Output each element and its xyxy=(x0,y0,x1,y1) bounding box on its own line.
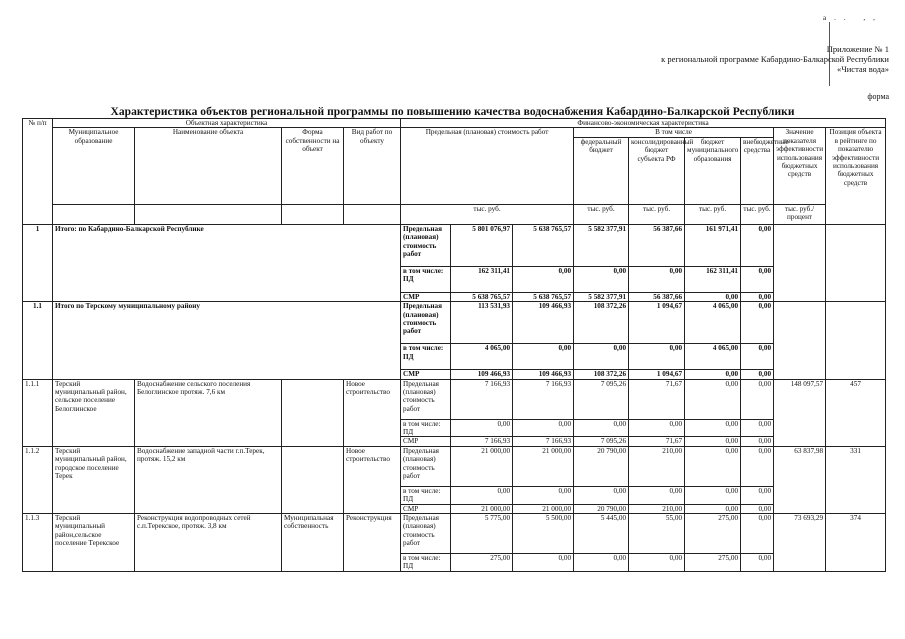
appendix-line-2: к региональной программе Кабардино-Балкарской Республики xyxy=(661,54,889,64)
row-indicator xyxy=(774,302,826,379)
col-extra-header: внебюджетные средства xyxy=(741,137,774,204)
row-number: 1.1 xyxy=(23,302,53,379)
row-value: 109 466,93 xyxy=(451,370,513,379)
col-object-header: Наименование объекта xyxy=(135,128,282,204)
row-value: 275,00 xyxy=(685,514,741,554)
row-position xyxy=(826,224,886,301)
empty-cell xyxy=(53,204,135,224)
col-indicator-header: Значение показателя эффективности использования бюджетных средств xyxy=(774,128,826,204)
row-value: 0,00 xyxy=(685,446,741,486)
col-work-header: Вид работ по объекту xyxy=(344,128,401,204)
document-title: Характеристика объектов региональной программы по повышению качества водоснабжения Кабардино-Балкарской Республики xyxy=(110,106,795,118)
row-line-label: Предельная (плановая) стоимость работ xyxy=(401,302,451,344)
table-row xyxy=(23,514,886,554)
row-value: 20 790,00 xyxy=(574,446,629,486)
row-value: 275,00 xyxy=(685,554,741,572)
row-value: 0,00 xyxy=(685,379,741,419)
col-municipal-header: Муниципальное образование xyxy=(53,128,135,204)
row-value: 0,00 xyxy=(741,419,774,437)
row-value: 5 582 377,91 xyxy=(574,224,629,266)
row-value: 5 638 765,57 xyxy=(513,292,574,301)
unit-federal: тыс. руб. xyxy=(574,204,629,224)
row-value: 5 582 377,91 xyxy=(574,292,629,301)
col-group-object: Объектная характеристика xyxy=(53,119,401,128)
forma-label: форма xyxy=(867,92,889,101)
row-position: 331 xyxy=(826,446,886,513)
row-value: 5 638 765,57 xyxy=(451,292,513,301)
table-row xyxy=(23,379,886,419)
row-position: 374 xyxy=(826,514,886,572)
row-line-label: Предельная (плановая) стоимость работ xyxy=(401,514,451,554)
row-value: 71,67 xyxy=(629,437,685,446)
row-position: 457 xyxy=(826,379,886,446)
table-row xyxy=(23,224,886,266)
empty-cell xyxy=(282,204,344,224)
row-number: 1.1.1 xyxy=(23,379,53,446)
row-value: 0,00 xyxy=(629,486,685,504)
row-value: 1 094,67 xyxy=(629,370,685,379)
row-value: 4 065,00 xyxy=(685,344,741,370)
row-value: 0,00 xyxy=(574,419,629,437)
row-value: 0,00 xyxy=(741,344,774,370)
table-row xyxy=(23,446,886,486)
row-value: 113 531,93 xyxy=(451,302,513,344)
row-value: 108 372,26 xyxy=(574,370,629,379)
row-position xyxy=(826,302,886,379)
row-line-label: в том числе: ПД xyxy=(401,419,451,437)
row-line-label: СМР xyxy=(401,437,451,446)
empty-cell xyxy=(135,204,282,224)
row-value: 5 445,00 xyxy=(574,514,629,554)
row-value: 109 466,93 xyxy=(513,302,574,344)
row-ownership: Муниципальная собственность xyxy=(282,514,344,572)
table-body xyxy=(23,224,886,571)
row-object: Реконструкция водопроводных сетей с.п.Терекское, протяж. 3,8 км xyxy=(135,514,282,572)
row-value: 162 311,41 xyxy=(451,266,513,292)
corner-mark: a.. ,, xyxy=(823,14,883,22)
row-value: 0,00 xyxy=(685,504,741,513)
unit-maxcost: тыс. руб. xyxy=(401,204,574,224)
row-object: Водоснабжение западной части г.п.Терек, протяж. 15,2 км xyxy=(135,446,282,513)
table-row xyxy=(23,302,886,344)
row-value: 7 095,26 xyxy=(574,437,629,446)
row-value: 0,00 xyxy=(741,554,774,572)
row-value: 109 466,93 xyxy=(513,370,574,379)
row-value: 1 094,67 xyxy=(629,302,685,344)
row-value: 56 387,66 xyxy=(629,224,685,266)
row-value: 0,00 xyxy=(685,292,741,301)
row-value: 0,00 xyxy=(513,486,574,504)
row-ownership xyxy=(282,379,344,446)
row-value: 0,00 xyxy=(629,554,685,572)
row-indicator: 73 693,29 xyxy=(774,514,826,572)
row-line-label: Предельная (плановая) стоимость работ xyxy=(401,224,451,266)
row-value: 0,00 xyxy=(741,370,774,379)
row-line-label: СМР xyxy=(401,292,451,301)
col-maxcost-header: Предельная (плановая) стоимость работ xyxy=(401,128,574,204)
row-value: 20 790,00 xyxy=(574,504,629,513)
col-position-header: Позиция объекта в рейтинге по показателю эффективности использования бюджетных средств xyxy=(826,128,886,224)
row-value: 275,00 xyxy=(451,554,513,572)
row-title: Итого по Терскому муниципальному району xyxy=(53,302,401,379)
unit-municipal: тыс. руб. xyxy=(685,204,741,224)
row-work-type: Новое строительство xyxy=(344,446,401,513)
empty-cell xyxy=(344,204,401,224)
row-value: 0,00 xyxy=(741,446,774,486)
row-value: 7 166,93 xyxy=(513,437,574,446)
row-value: 0,00 xyxy=(685,419,741,437)
row-number: 1.1.2 xyxy=(23,446,53,513)
row-value: 0,00 xyxy=(741,379,774,419)
row-value: 0,00 xyxy=(685,486,741,504)
row-indicator: 148 097,57 xyxy=(774,379,826,446)
row-municipal: Терский муниципальный район,сельское поселение Терекское xyxy=(53,514,135,572)
row-municipal: Терский муниципальный район, городское поселение Терек xyxy=(53,446,135,513)
objects-table xyxy=(22,118,886,572)
col-num-header: № п/п xyxy=(23,119,53,225)
col-ownership-header: Форма собственности на объект xyxy=(282,128,344,204)
row-number: 1 xyxy=(23,224,53,301)
row-value: 0,00 xyxy=(741,504,774,513)
appendix-header xyxy=(661,44,889,74)
row-value: 162 311,41 xyxy=(685,266,741,292)
row-value: 5 638 765,57 xyxy=(513,224,574,266)
unit-indicator: тыс. руб./ процент xyxy=(774,204,826,224)
col-incl-header: В том числе xyxy=(574,128,774,137)
row-value: 55,00 xyxy=(629,514,685,554)
row-line-label: в том числе: ПД xyxy=(401,486,451,504)
row-value: 0,00 xyxy=(741,514,774,554)
row-value: 0,00 xyxy=(574,554,629,572)
row-indicator xyxy=(774,224,826,301)
row-value: 0,00 xyxy=(451,486,513,504)
row-value: 56 387,66 xyxy=(629,292,685,301)
row-value: 7 166,93 xyxy=(451,437,513,446)
row-value: 0,00 xyxy=(741,486,774,504)
unit-consolidated: тыс. руб. xyxy=(629,204,685,224)
row-work-type: Новое строительство xyxy=(344,379,401,446)
row-value: 0,00 xyxy=(574,486,629,504)
row-value: 21 000,00 xyxy=(451,504,513,513)
row-value: 0,00 xyxy=(629,266,685,292)
row-value: 108 372,26 xyxy=(574,302,629,344)
row-value: 5 775,00 xyxy=(451,514,513,554)
row-value: 0,00 xyxy=(574,344,629,370)
row-line-label: в том числе: ПД xyxy=(401,344,451,370)
row-line-label: в том числе: ПД xyxy=(401,266,451,292)
row-value: 4 065,00 xyxy=(685,302,741,344)
row-value: 0,00 xyxy=(741,266,774,292)
row-work-type: Реконструкция xyxy=(344,514,401,572)
row-object: Водоснабжение сельского поселения Белоглинское протяж. 7,6 км xyxy=(135,379,282,446)
row-value: 5 500,00 xyxy=(513,514,574,554)
row-value: 7 166,93 xyxy=(513,379,574,419)
unit-extra: тыс. руб. xyxy=(741,204,774,224)
row-value: 0,00 xyxy=(513,554,574,572)
row-value: 7 166,93 xyxy=(451,379,513,419)
row-value: 0,00 xyxy=(685,370,741,379)
row-value: 0,00 xyxy=(629,419,685,437)
row-value: 0,00 xyxy=(451,419,513,437)
row-value: 0,00 xyxy=(685,437,741,446)
row-value: 161 971,41 xyxy=(685,224,741,266)
row-value: 210,00 xyxy=(629,504,685,513)
row-title: Итого: по Кабардино-Балкарской Республике xyxy=(53,224,401,301)
row-value: 21 000,00 xyxy=(451,446,513,486)
row-value: 21 000,00 xyxy=(513,504,574,513)
row-value: 0,00 xyxy=(741,224,774,266)
row-value: 0,00 xyxy=(513,419,574,437)
row-value: 7 095,26 xyxy=(574,379,629,419)
row-municipal: Терский муниципальный район, сельское поселение Белоглинское xyxy=(53,379,135,446)
appendix-line-3: «Чистая вода» xyxy=(836,64,889,74)
row-line-label: Предельная (плановая) стоимость работ xyxy=(401,446,451,486)
row-value: 0,00 xyxy=(741,302,774,344)
col-federal-header: федеральный бюджет xyxy=(574,137,629,204)
col-consolidated-header: консолидированный бюджет субъекта РФ xyxy=(629,137,685,204)
row-value: 0,00 xyxy=(741,437,774,446)
row-line-label: Предельная (плановая) стоимость работ xyxy=(401,379,451,419)
row-value: 71,67 xyxy=(629,379,685,419)
row-value: 0,00 xyxy=(513,266,574,292)
row-value: 0,00 xyxy=(513,344,574,370)
row-value: 210,00 xyxy=(629,446,685,486)
row-line-label: в том числе: ПД xyxy=(401,554,451,572)
row-value: 0,00 xyxy=(629,344,685,370)
row-value: 0,00 xyxy=(574,266,629,292)
row-line-label: СМР xyxy=(401,370,451,379)
col-municipal-budget-header: бюджет муниципального образования xyxy=(685,137,741,204)
row-value: 4 065,00 xyxy=(451,344,513,370)
row-value: 21 000,00 xyxy=(513,446,574,486)
row-value: 0,00 xyxy=(741,292,774,301)
appendix-line-1: Приложение № 1 xyxy=(826,44,889,54)
row-indicator: 63 837,98 xyxy=(774,446,826,513)
row-line-label: СМР xyxy=(401,504,451,513)
row-value: 5 801 076,97 xyxy=(451,224,513,266)
col-group-finance: Финансово-экономическая характеристика xyxy=(401,119,886,128)
row-ownership xyxy=(282,446,344,513)
row-number: 1.1.3 xyxy=(23,514,53,572)
